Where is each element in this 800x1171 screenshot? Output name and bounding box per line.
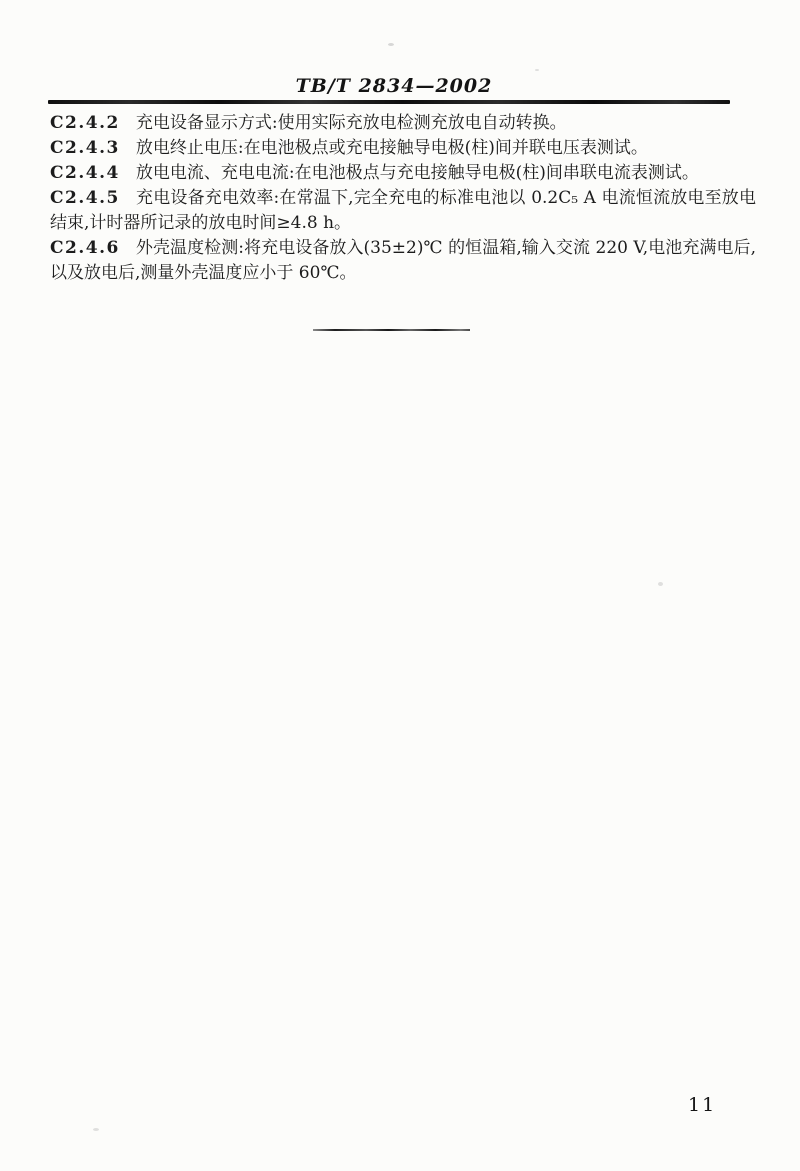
clause-paragraph [50,186,756,236]
clause-text: 外壳温度检测:将充电设备放入(35±2)℃ 的恒温箱,输入交流 220 V,电池充满电后,以及放电后,测量外壳温度应小于 60℃。 [50,238,756,283]
clause-text: 放电终止电压:在电池极点或充电接触导电极(柱)间并联电压表测试。 [135,138,648,158]
scan-speck [658,582,663,586]
page-number: 11 [688,1094,717,1116]
scan-speck [535,69,539,71]
clause-paragraph [50,236,756,286]
clause-number: C2.4.3 [50,138,120,158]
clause-text: 放电电流、充电电流:在电池极点与充电接触导电极(柱)间串联电流表测试。 [135,163,699,183]
section-divider-rule [313,329,470,331]
document-standard-number: TB/T 2834—2002 [295,75,493,97]
clause-number: C2.4.6 [50,238,120,258]
clause-number: C2.4.5 [50,188,120,208]
scan-speck [93,1128,99,1131]
clause-paragraph [50,111,756,136]
clause-list [50,111,756,286]
clause-number: C2.4.4 [50,163,120,183]
header-rule [48,100,730,104]
clause-text: 充电设备充电效率:在常温下,完全充电的标准电池以 0.2C₅ A 电流恒流放电至放电结束,计时器所记录的放电时间≥4.8 h。 [50,188,756,233]
clause-text: 充电设备显示方式:使用实际充放电检测充放电自动转换。 [135,113,567,133]
clause-number: C2.4.2 [50,113,120,133]
scan-speck [388,43,394,46]
clause-paragraph [50,136,756,161]
clause-paragraph [50,161,756,186]
